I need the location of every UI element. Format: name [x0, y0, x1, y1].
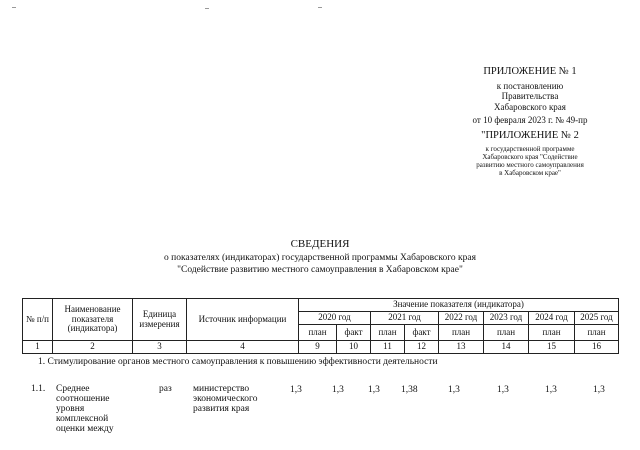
- column-number: 3: [133, 341, 187, 354]
- appendix2-line: развитию местного самоуправления: [476, 161, 584, 170]
- appendix2-title: "ПРИЛОЖЕНИЕ № 2: [481, 130, 579, 141]
- header-year: 2023 год: [484, 312, 529, 325]
- row-value: 1,38: [401, 385, 418, 395]
- column-number: 13: [439, 341, 484, 354]
- header-unit: Единица измерения: [133, 299, 187, 341]
- row-name: Среднее соотношение уровня комплексной оценки между: [56, 384, 114, 434]
- row-value: 1,3: [497, 385, 509, 395]
- header-num: № п/п: [23, 299, 53, 341]
- header-plan: план: [484, 325, 529, 341]
- header-plan: план: [439, 325, 484, 341]
- header-value: Значение показателя (индикатора): [299, 299, 619, 312]
- row-value: 1,3: [593, 385, 605, 395]
- header-source: Источник информации: [187, 299, 299, 341]
- header-name: Наименование показателя (индикатора): [53, 299, 133, 341]
- header-plan: план: [529, 325, 575, 341]
- row-unit: раз: [159, 384, 172, 394]
- row-value: 1,3: [448, 385, 460, 395]
- header-plan: план: [575, 325, 619, 341]
- appendix2-block: [445, 130, 615, 177]
- column-number: 11: [371, 341, 405, 354]
- header-year: 2024 год: [529, 312, 575, 325]
- column-number: 14: [484, 341, 529, 354]
- appendix2-line: к государственной программе: [485, 145, 575, 154]
- appendix2-line: Хабаровского края "Содействие: [482, 153, 578, 162]
- indicators-table: [22, 298, 619, 354]
- heading-title: СВЕДЕНИЯ: [290, 238, 350, 250]
- column-number: 1: [23, 341, 53, 354]
- appendix-title: ПРИЛОЖЕНИЕ № 1: [483, 66, 577, 77]
- row-value: 1,3: [368, 385, 380, 395]
- header-year: 2021 год: [371, 312, 439, 325]
- appendix2-line: в Хабаровском крае": [499, 169, 561, 178]
- appendix-date: от 10 февраля 2023 г. № 49-пр: [472, 115, 588, 126]
- appendix-line: Правительства: [501, 91, 559, 102]
- header-year: 2025 год: [575, 312, 619, 325]
- appendix-block: [445, 66, 615, 125]
- row-value: 1,3: [290, 385, 302, 395]
- column-number: 10: [337, 341, 371, 354]
- column-number: 16: [575, 341, 619, 354]
- column-number: 9: [299, 341, 337, 354]
- column-number: 12: [405, 341, 439, 354]
- header-fact: факт: [337, 325, 371, 341]
- row-value: 1,3: [545, 385, 557, 395]
- header-year: 2022 год: [439, 312, 484, 325]
- column-number: 15: [529, 341, 575, 354]
- document-heading: [90, 238, 550, 276]
- header-year: 2020 год: [299, 312, 371, 325]
- heading-line: о показателях (индикаторах) государственной программы Хабаровского края: [164, 253, 476, 264]
- row-num: 1.1.: [31, 384, 46, 394]
- appendix-line: к постановлению: [496, 81, 564, 92]
- row-value: 1,3: [332, 385, 344, 395]
- header-fact: факт: [405, 325, 439, 341]
- appendix-line: Хабаровского края: [494, 101, 566, 112]
- header-plan: план: [299, 325, 337, 341]
- header-plan: план: [371, 325, 405, 341]
- section-title: 1. Стимулирование органов местного самоуправления к повышению эффективности деятельности: [38, 357, 438, 367]
- row-source: министерство экономического развития края: [193, 384, 258, 414]
- column-number: 4: [187, 341, 299, 354]
- column-number: 2: [53, 341, 133, 354]
- heading-line: "Содействие развитию местного самоуправления в Хабаровском крае": [177, 264, 463, 275]
